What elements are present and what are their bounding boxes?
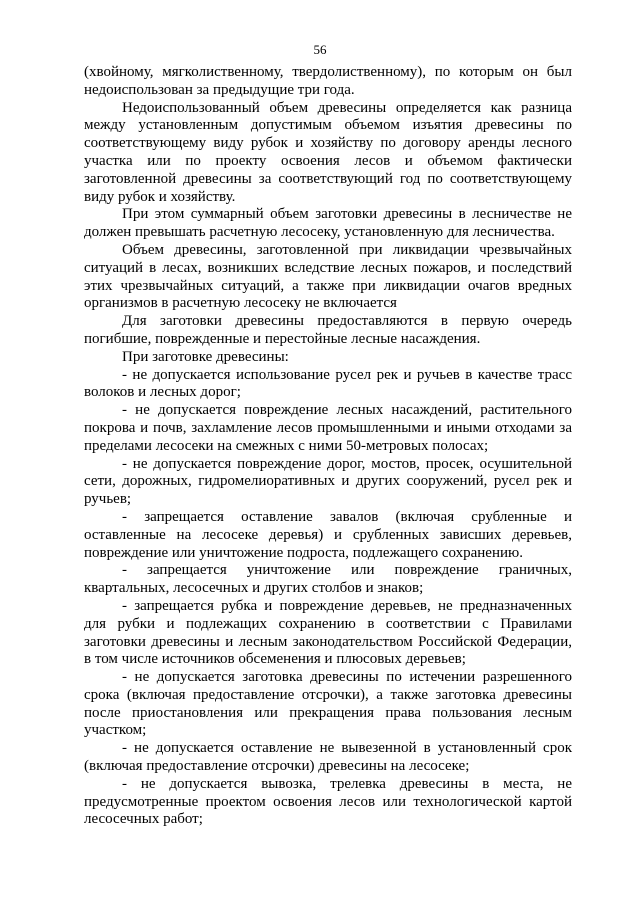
list-item-protected-trees: - запрещается рубка и повреждение деревьев, не предназначенных для рубки и подлежащих сохранению в соответствии с Правилами заготовки древесины и лесным законодательством Российской Федерации, в том числе источников обсеменения и плюсовых деревьев; xyxy=(84,597,572,668)
paragraph-harvest-rules-intro: При заготовке древесины: xyxy=(122,348,289,365)
list-item-debris: - запрещается оставление завалов (включая срубленные и оставленные на лесосеке деревья) и срубленных зависших деревьев, повреждение или уничтожение подроста, подлежащего сохранению. xyxy=(84,508,572,561)
list-item-expired-term: - не допускается заготовка древесины по истечении разрешенного срока (включая предоставление отсрочки), а также заготовка древесины после приостановления или прекращения права пользования лесным участком; xyxy=(84,669,572,739)
paragraph-continuation: (хвойному, мягколиственному, твердолиственному), по которым он был недоиспользован за предыдущие три года. xyxy=(84,64,572,98)
list-item-boundary-markers: - запрещается уничтожение или повреждение граничных, квартальных, лесосечных и других столбов и знаков; xyxy=(84,562,572,597)
document-body xyxy=(84,64,572,829)
paragraph-total-volume-limit: При этом суммарный объем заготовки древесины в лесничестве не должен превышать расчетную лесосеку, установленную для лесничества. xyxy=(84,206,572,241)
list-item-road-damage: - не допускается повреждение дорог, мостов, просек, осушительной сети, дорожных, гидромелиоративных и других сооружений, русел рек и ручьев; xyxy=(84,455,572,508)
paragraph-emergency-volume: Объем древесины, заготовленной при ликвидации чрезвычайных ситуаций в лесах, возникших вследствие лесных пожаров, и последствий этих чрезвычайных ситуаций, а также при ликвидации очагов вредных организмов в расчетную лесосеку не включается xyxy=(84,241,572,312)
list-item-stand-damage: - не допускается повреждение лесных насаждений, растительного покрова и почв, захламление лесов промышленными и иными отходами за пределами лесосеки на смежных с ними 50-метровых полосах; xyxy=(84,402,572,454)
list-item-unremoved-timber: - не допускается оставление не вывезенной в установленный срок (включая предоставление отсрочки) древесины на лесосеке; xyxy=(84,740,572,775)
list-item-skidding-locations: - не допускается вывозка, трелевка древесины в места, не предусмотренные проектом освоения лесов или технологической картой лесосечных работ; xyxy=(84,775,572,828)
paragraph-underused-volume: Недоиспользованный объем древесины определяется как разница между установленным допустимым объемом изъятия древесины по соответствующему виду рубок и хозяйству по договору аренды лесного участка или по проекту освоения лесов и объемом фактически заготовленной древесины за соответствующий год по соответствующему виду рубок и хозяйству. xyxy=(84,99,572,205)
page-number: 56 xyxy=(313,42,327,57)
list-item-river-beds: - не допускается использование русел рек и ручьев в качестве трасс волоков и лесных дорог; xyxy=(84,366,572,401)
paragraph-priority-stands: Для заготовки древесины предоставляются в первую очередь погибшие, поврежденные и перестойные лесные насаждения. xyxy=(84,313,572,347)
